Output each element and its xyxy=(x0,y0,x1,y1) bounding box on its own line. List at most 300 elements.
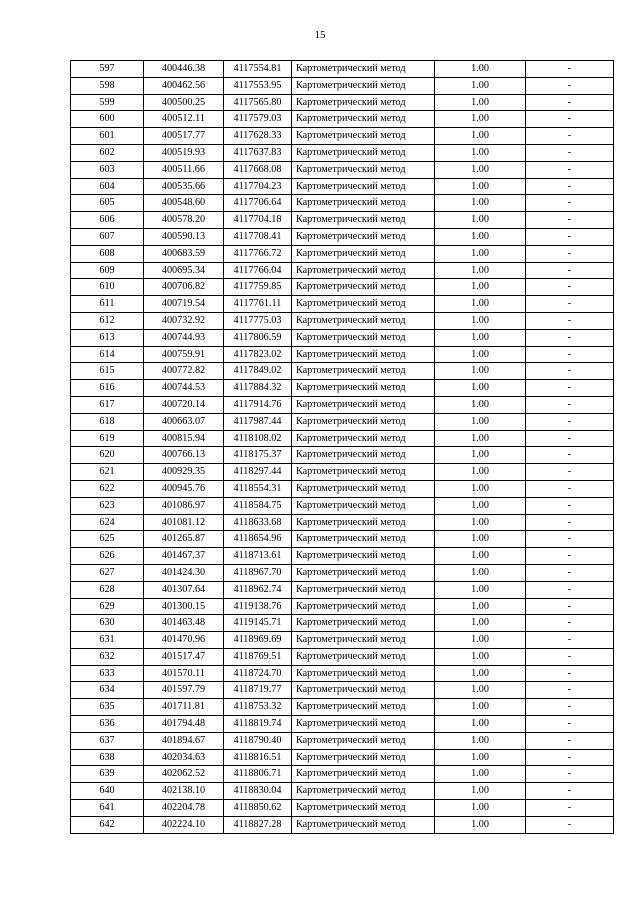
note-cell: - xyxy=(526,514,614,531)
point-number-cell: 612 xyxy=(71,312,144,329)
table-row xyxy=(71,94,614,111)
accuracy-cell: 1.00 xyxy=(435,279,526,296)
note-cell: - xyxy=(526,682,614,699)
accuracy-cell: 1.00 xyxy=(435,77,526,94)
y-coordinate-cell: 4118830.04 xyxy=(224,783,292,800)
table-row xyxy=(71,548,614,565)
point-number-cell: 639 xyxy=(71,766,144,783)
x-coordinate-cell: 401081.12 xyxy=(144,514,224,531)
note-cell: - xyxy=(526,548,614,565)
y-coordinate-cell: 4118108.02 xyxy=(224,430,292,447)
x-coordinate-cell: 402224.10 xyxy=(144,816,224,833)
x-coordinate-cell: 400663.07 xyxy=(144,413,224,430)
table-row xyxy=(71,144,614,161)
x-coordinate-cell: 400744.93 xyxy=(144,329,224,346)
table-row xyxy=(71,783,614,800)
note-cell: - xyxy=(526,262,614,279)
x-coordinate-cell: 401307.64 xyxy=(144,581,224,598)
x-coordinate-cell: 400548.60 xyxy=(144,195,224,212)
table-row xyxy=(71,245,614,262)
table-row xyxy=(71,195,614,212)
note-cell: - xyxy=(526,665,614,682)
table-row xyxy=(71,699,614,716)
y-coordinate-cell: 4118816.51 xyxy=(224,749,292,766)
table-row xyxy=(71,632,614,649)
note-cell: - xyxy=(526,581,614,598)
note-cell: - xyxy=(526,161,614,178)
x-coordinate-cell: 401711.81 xyxy=(144,699,224,716)
accuracy-cell: 1.00 xyxy=(435,111,526,128)
x-coordinate-cell: 400929.35 xyxy=(144,464,224,481)
y-coordinate-cell: 4118297.44 xyxy=(224,464,292,481)
note-cell: - xyxy=(526,447,614,464)
y-coordinate-cell: 4117554.81 xyxy=(224,61,292,78)
y-coordinate-cell: 4117704.18 xyxy=(224,212,292,229)
x-coordinate-cell: 401424.30 xyxy=(144,564,224,581)
y-coordinate-cell: 4117706.64 xyxy=(224,195,292,212)
table-row xyxy=(71,128,614,145)
method-cell: Картометрический метод xyxy=(292,279,435,296)
table-row xyxy=(71,464,614,481)
y-coordinate-cell: 4118769.51 xyxy=(224,648,292,665)
point-number-cell: 632 xyxy=(71,648,144,665)
y-coordinate-cell: 4119138.76 xyxy=(224,598,292,615)
method-cell: Картометрический метод xyxy=(292,144,435,161)
point-number-cell: 638 xyxy=(71,749,144,766)
accuracy-cell: 1.00 xyxy=(435,648,526,665)
point-number-cell: 601 xyxy=(71,128,144,145)
point-number-cell: 617 xyxy=(71,396,144,413)
point-number-cell: 628 xyxy=(71,581,144,598)
method-cell: Картометрический метод xyxy=(292,648,435,665)
y-coordinate-cell: 4118806.71 xyxy=(224,766,292,783)
point-number-cell: 619 xyxy=(71,430,144,447)
table-row xyxy=(71,598,614,615)
table-row xyxy=(71,447,614,464)
point-number-cell: 631 xyxy=(71,632,144,649)
table-row xyxy=(71,329,614,346)
x-coordinate-cell: 401794.48 xyxy=(144,716,224,733)
method-cell: Картометрический метод xyxy=(292,262,435,279)
accuracy-cell: 1.00 xyxy=(435,262,526,279)
note-cell: - xyxy=(526,61,614,78)
accuracy-cell: 1.00 xyxy=(435,346,526,363)
x-coordinate-cell: 400511.66 xyxy=(144,161,224,178)
point-number-cell: 642 xyxy=(71,816,144,833)
point-number-cell: 607 xyxy=(71,228,144,245)
accuracy-cell: 1.00 xyxy=(435,564,526,581)
point-number-cell: 625 xyxy=(71,531,144,548)
note-cell: - xyxy=(526,128,614,145)
note-cell: - xyxy=(526,783,614,800)
method-cell: Картометрический метод xyxy=(292,783,435,800)
method-cell: Картометрический метод xyxy=(292,312,435,329)
point-number-cell: 610 xyxy=(71,279,144,296)
x-coordinate-cell: 400535.66 xyxy=(144,178,224,195)
note-cell: - xyxy=(526,380,614,397)
table-row xyxy=(71,816,614,833)
accuracy-cell: 1.00 xyxy=(435,61,526,78)
table-row xyxy=(71,212,614,229)
y-coordinate-cell: 4117553.95 xyxy=(224,77,292,94)
note-cell: - xyxy=(526,111,614,128)
table-row xyxy=(71,732,614,749)
accuracy-cell: 1.00 xyxy=(435,212,526,229)
point-number-cell: 627 xyxy=(71,564,144,581)
point-number-cell: 599 xyxy=(71,94,144,111)
point-number-cell: 636 xyxy=(71,716,144,733)
y-coordinate-cell: 4117761.11 xyxy=(224,296,292,313)
note-cell: - xyxy=(526,648,614,665)
table-row xyxy=(71,380,614,397)
method-cell: Картометрический метод xyxy=(292,514,435,531)
table-row xyxy=(71,312,614,329)
accuracy-cell: 1.00 xyxy=(435,464,526,481)
point-number-cell: 615 xyxy=(71,363,144,380)
y-coordinate-cell: 4117565.80 xyxy=(224,94,292,111)
method-cell: Картометрический метод xyxy=(292,346,435,363)
x-coordinate-cell: 400695.34 xyxy=(144,262,224,279)
y-coordinate-cell: 4118724.70 xyxy=(224,665,292,682)
x-coordinate-cell: 400945.76 xyxy=(144,480,224,497)
note-cell: - xyxy=(526,766,614,783)
note-cell: - xyxy=(526,531,614,548)
point-number-cell: 616 xyxy=(71,380,144,397)
point-number-cell: 626 xyxy=(71,548,144,565)
y-coordinate-cell: 4118790.40 xyxy=(224,732,292,749)
y-coordinate-cell: 4117766.72 xyxy=(224,245,292,262)
method-cell: Картометрический метод xyxy=(292,61,435,78)
method-cell: Картометрический метод xyxy=(292,598,435,615)
point-number-cell: 621 xyxy=(71,464,144,481)
note-cell: - xyxy=(526,296,614,313)
method-cell: Картометрический метод xyxy=(292,497,435,514)
accuracy-cell: 1.00 xyxy=(435,665,526,682)
table-row xyxy=(71,716,614,733)
accuracy-cell: 1.00 xyxy=(435,380,526,397)
x-coordinate-cell: 400706.82 xyxy=(144,279,224,296)
table-row xyxy=(71,111,614,128)
note-cell: - xyxy=(526,598,614,615)
note-cell: - xyxy=(526,329,614,346)
table-row xyxy=(71,665,614,682)
table-row xyxy=(71,413,614,430)
method-cell: Картометрический метод xyxy=(292,77,435,94)
note-cell: - xyxy=(526,732,614,749)
table-row xyxy=(71,766,614,783)
point-number-cell: 606 xyxy=(71,212,144,229)
y-coordinate-cell: 4117759.85 xyxy=(224,279,292,296)
accuracy-cell: 1.00 xyxy=(435,615,526,632)
accuracy-cell: 1.00 xyxy=(435,749,526,766)
table-row xyxy=(71,161,614,178)
table-row xyxy=(71,800,614,817)
x-coordinate-cell: 400732.92 xyxy=(144,312,224,329)
x-coordinate-cell: 401894.67 xyxy=(144,732,224,749)
x-coordinate-cell: 401300.15 xyxy=(144,598,224,615)
y-coordinate-cell: 4118827.28 xyxy=(224,816,292,833)
method-cell: Картометрический метод xyxy=(292,682,435,699)
point-number-cell: 641 xyxy=(71,800,144,817)
y-coordinate-cell: 4117914.76 xyxy=(224,396,292,413)
point-number-cell: 608 xyxy=(71,245,144,262)
point-number-cell: 597 xyxy=(71,61,144,78)
x-coordinate-cell: 402034.63 xyxy=(144,749,224,766)
method-cell: Картометрический метод xyxy=(292,749,435,766)
y-coordinate-cell: 4118753.32 xyxy=(224,699,292,716)
accuracy-cell: 1.00 xyxy=(435,783,526,800)
accuracy-cell: 1.00 xyxy=(435,716,526,733)
note-cell: - xyxy=(526,497,614,514)
note-cell: - xyxy=(526,77,614,94)
point-number-cell: 598 xyxy=(71,77,144,94)
y-coordinate-cell: 4119145.71 xyxy=(224,615,292,632)
y-coordinate-cell: 4118554.31 xyxy=(224,480,292,497)
method-cell: Картометрический метод xyxy=(292,430,435,447)
note-cell: - xyxy=(526,564,614,581)
table-row xyxy=(71,346,614,363)
x-coordinate-cell: 401517.47 xyxy=(144,648,224,665)
y-coordinate-cell: 4117884.32 xyxy=(224,380,292,397)
y-coordinate-cell: 4118584.75 xyxy=(224,497,292,514)
accuracy-cell: 1.00 xyxy=(435,514,526,531)
table-row xyxy=(71,61,614,78)
table-row xyxy=(71,648,614,665)
method-cell: Картометрический метод xyxy=(292,665,435,682)
x-coordinate-cell: 401467.37 xyxy=(144,548,224,565)
method-cell: Картометрический метод xyxy=(292,94,435,111)
table-row xyxy=(71,531,614,548)
note-cell: - xyxy=(526,144,614,161)
accuracy-cell: 1.00 xyxy=(435,816,526,833)
point-number-cell: 637 xyxy=(71,732,144,749)
x-coordinate-cell: 401086.97 xyxy=(144,497,224,514)
note-cell: - xyxy=(526,749,614,766)
accuracy-cell: 1.00 xyxy=(435,144,526,161)
note-cell: - xyxy=(526,615,614,632)
note-cell: - xyxy=(526,195,614,212)
table-row xyxy=(71,296,614,313)
method-cell: Картометрический метод xyxy=(292,212,435,229)
method-cell: Картометрический метод xyxy=(292,413,435,430)
method-cell: Картометрический метод xyxy=(292,766,435,783)
accuracy-cell: 1.00 xyxy=(435,732,526,749)
note-cell: - xyxy=(526,464,614,481)
method-cell: Картометрический метод xyxy=(292,480,435,497)
point-number-cell: 614 xyxy=(71,346,144,363)
x-coordinate-cell: 401470.96 xyxy=(144,632,224,649)
x-coordinate-cell: 400720.14 xyxy=(144,396,224,413)
x-coordinate-cell: 400719.54 xyxy=(144,296,224,313)
method-cell: Картометрический метод xyxy=(292,464,435,481)
method-cell: Картометрический метод xyxy=(292,329,435,346)
y-coordinate-cell: 4117708.41 xyxy=(224,228,292,245)
y-coordinate-cell: 4117637.83 xyxy=(224,144,292,161)
table-row xyxy=(71,480,614,497)
accuracy-cell: 1.00 xyxy=(435,396,526,413)
method-cell: Картометрический метод xyxy=(292,699,435,716)
y-coordinate-cell: 4118633.68 xyxy=(224,514,292,531)
y-coordinate-cell: 4118969.69 xyxy=(224,632,292,649)
y-coordinate-cell: 4117704.23 xyxy=(224,178,292,195)
x-coordinate-cell: 400517.77 xyxy=(144,128,224,145)
note-cell: - xyxy=(526,279,614,296)
note-cell: - xyxy=(526,94,614,111)
note-cell: - xyxy=(526,413,614,430)
accuracy-cell: 1.00 xyxy=(435,430,526,447)
y-coordinate-cell: 4117766.04 xyxy=(224,262,292,279)
accuracy-cell: 1.00 xyxy=(435,766,526,783)
x-coordinate-cell: 400578.20 xyxy=(144,212,224,229)
accuracy-cell: 1.00 xyxy=(435,363,526,380)
point-number-cell: 640 xyxy=(71,783,144,800)
method-cell: Картометрический метод xyxy=(292,615,435,632)
accuracy-cell: 1.00 xyxy=(435,581,526,598)
method-cell: Картометрический метод xyxy=(292,564,435,581)
note-cell: - xyxy=(526,312,614,329)
method-cell: Картометрический метод xyxy=(292,531,435,548)
x-coordinate-cell: 401463.48 xyxy=(144,615,224,632)
note-cell: - xyxy=(526,363,614,380)
page-number: 15 xyxy=(314,29,326,41)
accuracy-cell: 1.00 xyxy=(435,413,526,430)
note-cell: - xyxy=(526,396,614,413)
method-cell: Картометрический метод xyxy=(292,380,435,397)
method-cell: Картометрический метод xyxy=(292,447,435,464)
y-coordinate-cell: 4117668.08 xyxy=(224,161,292,178)
note-cell: - xyxy=(526,228,614,245)
x-coordinate-cell: 400462.56 xyxy=(144,77,224,94)
table-row xyxy=(71,497,614,514)
point-number-cell: 624 xyxy=(71,514,144,531)
accuracy-cell: 1.00 xyxy=(435,161,526,178)
note-cell: - xyxy=(526,716,614,733)
y-coordinate-cell: 4117806.59 xyxy=(224,329,292,346)
point-number-cell: 629 xyxy=(71,598,144,615)
y-coordinate-cell: 4118713.61 xyxy=(224,548,292,565)
method-cell: Картометрический метод xyxy=(292,732,435,749)
method-cell: Картометрический метод xyxy=(292,111,435,128)
x-coordinate-cell: 401265.87 xyxy=(144,531,224,548)
point-number-cell: 620 xyxy=(71,447,144,464)
accuracy-cell: 1.00 xyxy=(435,447,526,464)
note-cell: - xyxy=(526,430,614,447)
x-coordinate-cell: 400519.93 xyxy=(144,144,224,161)
accuracy-cell: 1.00 xyxy=(435,598,526,615)
table-row xyxy=(71,430,614,447)
point-number-cell: 622 xyxy=(71,480,144,497)
table-row xyxy=(71,228,614,245)
point-number-cell: 613 xyxy=(71,329,144,346)
accuracy-cell: 1.00 xyxy=(435,800,526,817)
accuracy-cell: 1.00 xyxy=(435,94,526,111)
method-cell: Картометрический метод xyxy=(292,296,435,313)
accuracy-cell: 1.00 xyxy=(435,128,526,145)
table-row xyxy=(71,514,614,531)
x-coordinate-cell: 401570.11 xyxy=(144,665,224,682)
x-coordinate-cell: 400446.38 xyxy=(144,61,224,78)
y-coordinate-cell: 4117849.02 xyxy=(224,363,292,380)
method-cell: Картометрический метод xyxy=(292,195,435,212)
y-coordinate-cell: 4118654.96 xyxy=(224,531,292,548)
table-row xyxy=(71,581,614,598)
y-coordinate-cell: 4117823.02 xyxy=(224,346,292,363)
point-number-cell: 635 xyxy=(71,699,144,716)
y-coordinate-cell: 4118850.62 xyxy=(224,800,292,817)
y-coordinate-cell: 4118819.74 xyxy=(224,716,292,733)
table-row xyxy=(71,178,614,195)
method-cell: Картометрический метод xyxy=(292,128,435,145)
accuracy-cell: 1.00 xyxy=(435,480,526,497)
point-number-cell: 611 xyxy=(71,296,144,313)
note-cell: - xyxy=(526,480,614,497)
y-coordinate-cell: 4118967.70 xyxy=(224,564,292,581)
note-cell: - xyxy=(526,632,614,649)
x-coordinate-cell: 400759.91 xyxy=(144,346,224,363)
table-row xyxy=(71,615,614,632)
note-cell: - xyxy=(526,245,614,262)
method-cell: Картометрический метод xyxy=(292,363,435,380)
note-cell: - xyxy=(526,346,614,363)
table-row xyxy=(71,396,614,413)
y-coordinate-cell: 4118175.37 xyxy=(224,447,292,464)
x-coordinate-cell: 400766.13 xyxy=(144,447,224,464)
x-coordinate-cell: 400512.11 xyxy=(144,111,224,128)
accuracy-cell: 1.00 xyxy=(435,548,526,565)
table-row xyxy=(71,749,614,766)
y-coordinate-cell: 4118962.74 xyxy=(224,581,292,598)
x-coordinate-cell: 400590.13 xyxy=(144,228,224,245)
note-cell: - xyxy=(526,800,614,817)
y-coordinate-cell: 4117628.33 xyxy=(224,128,292,145)
y-coordinate-cell: 4117987.44 xyxy=(224,413,292,430)
point-number-cell: 602 xyxy=(71,144,144,161)
accuracy-cell: 1.00 xyxy=(435,632,526,649)
x-coordinate-cell: 402204.78 xyxy=(144,800,224,817)
method-cell: Картометрический метод xyxy=(292,396,435,413)
accuracy-cell: 1.00 xyxy=(435,531,526,548)
x-coordinate-cell: 400772.82 xyxy=(144,363,224,380)
point-number-cell: 634 xyxy=(71,682,144,699)
method-cell: Картометрический метод xyxy=(292,800,435,817)
coordinates-table xyxy=(70,60,614,834)
method-cell: Картометрический метод xyxy=(292,581,435,598)
table-row xyxy=(71,262,614,279)
accuracy-cell: 1.00 xyxy=(435,682,526,699)
point-number-cell: 609 xyxy=(71,262,144,279)
method-cell: Картометрический метод xyxy=(292,816,435,833)
y-coordinate-cell: 4117579.03 xyxy=(224,111,292,128)
y-coordinate-cell: 4117775.03 xyxy=(224,312,292,329)
accuracy-cell: 1.00 xyxy=(435,245,526,262)
accuracy-cell: 1.00 xyxy=(435,329,526,346)
point-number-cell: 603 xyxy=(71,161,144,178)
accuracy-cell: 1.00 xyxy=(435,228,526,245)
accuracy-cell: 1.00 xyxy=(435,312,526,329)
note-cell: - xyxy=(526,816,614,833)
note-cell: - xyxy=(526,178,614,195)
x-coordinate-cell: 402062.52 xyxy=(144,766,224,783)
accuracy-cell: 1.00 xyxy=(435,178,526,195)
point-number-cell: 633 xyxy=(71,665,144,682)
table-row xyxy=(71,77,614,94)
table-row xyxy=(71,682,614,699)
table-body xyxy=(71,61,614,834)
method-cell: Картометрический метод xyxy=(292,245,435,262)
method-cell: Картометрический метод xyxy=(292,178,435,195)
accuracy-cell: 1.00 xyxy=(435,699,526,716)
x-coordinate-cell: 400744.53 xyxy=(144,380,224,397)
